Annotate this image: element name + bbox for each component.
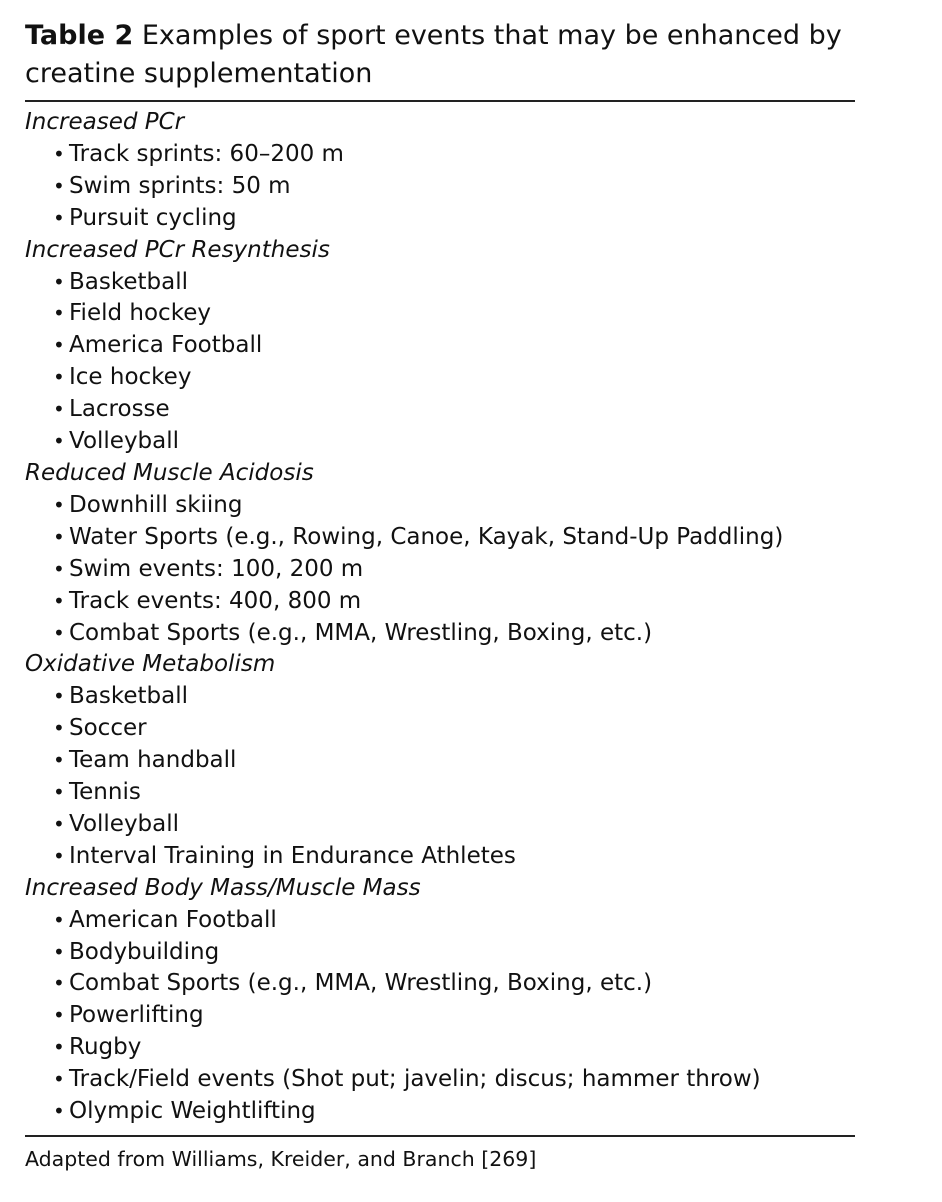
- list-item: [25, 522, 855, 554]
- section-heading: Increased PCr Resynthesis: [25, 236, 330, 263]
- table-label: Table 2: [25, 20, 134, 51]
- bullet-icon: •: [53, 748, 65, 773]
- section-heading: Increased PCr: [25, 109, 185, 135]
- list-item-text: Team handball: [69, 747, 237, 774]
- bullet-icon: •: [53, 843, 65, 868]
- list-item-text: Track events: 400, 800 m: [69, 587, 362, 614]
- section-heading: Reduced Muscle Acidosis: [25, 459, 314, 486]
- bullet-icon: •: [53, 1099, 65, 1124]
- list-item-text: Interval Training in Endurance Athletes: [69, 842, 516, 869]
- list-item: [25, 139, 855, 171]
- list-item-text: Track/Field events (Shot put; javelin; discus; hammer throw): [69, 1066, 761, 1093]
- list-item: [25, 1032, 855, 1064]
- list-item: [25, 586, 855, 618]
- section-heading: Increased Body Mass/Muscle Mass: [25, 874, 421, 901]
- bottom-rule: [25, 1135, 855, 1137]
- bullet-icon: •: [53, 205, 65, 230]
- table-footnote: Adapted from Williams, Kreider, and Branch [269]: [25, 1147, 537, 1171]
- list-item: [25, 426, 855, 458]
- bullet-icon: •: [53, 588, 65, 613]
- bullet-icon: •: [53, 429, 65, 454]
- list-item-text: Soccer: [69, 715, 147, 742]
- list-item: [25, 362, 855, 394]
- list-item-text: Basketball: [69, 683, 188, 710]
- list-item-text: Combat Sports (e.g., MMA, Wrestling, Boxing, etc.): [69, 619, 653, 646]
- list-item-text: Volleyball: [69, 428, 180, 455]
- table-caption: Examples of sport events that may be enhanced by creatine supplementation: [25, 20, 842, 89]
- list-item-text: America Football: [69, 332, 263, 359]
- bullet-icon: •: [53, 333, 65, 358]
- list-item: [25, 1064, 855, 1096]
- list-item-text: Swim events: 100, 200 m: [69, 555, 364, 582]
- list-item-text: American Football: [69, 906, 277, 933]
- list-item-text: Combat Sports (e.g., MMA, Wrestling, Boxing, etc.): [69, 970, 653, 997]
- list-item-text: Water Sports (e.g., Rowing, Canoe, Kayak, Stand-Up Paddling): [69, 523, 784, 550]
- list-item-text: Rugby: [69, 1034, 142, 1061]
- bullet-icon: •: [53, 397, 65, 422]
- list-item: [25, 745, 855, 777]
- bullet-icon: •: [53, 684, 65, 709]
- list-item: [25, 554, 855, 586]
- list-item-text: Olympic Weightlifting: [69, 1098, 316, 1125]
- list-item: [25, 618, 855, 650]
- list-item-text: Field hockey: [69, 300, 211, 327]
- list-item: [25, 267, 855, 299]
- list-item: [25, 298, 855, 330]
- list-item: [25, 394, 855, 426]
- bullet-icon: •: [53, 620, 65, 645]
- list-item: [25, 713, 855, 745]
- list-item: [25, 937, 855, 969]
- bullet-icon: •: [53, 141, 65, 166]
- bullet-icon: •: [53, 301, 65, 326]
- list-item-text: Powerlifting: [69, 1002, 204, 1029]
- bullet-icon: •: [53, 492, 65, 517]
- list-item-text: Downhill skiing: [69, 491, 243, 518]
- list-item: [25, 841, 855, 873]
- list-item: [25, 171, 855, 203]
- bullet-icon: •: [53, 173, 65, 198]
- list-item: [25, 203, 855, 235]
- list-item-text: Swim sprints: 50 m: [69, 172, 291, 199]
- table-title: [25, 17, 855, 93]
- list-item: [25, 905, 855, 937]
- list-item-text: Tennis: [69, 779, 141, 806]
- list-item-text: Volleyball: [69, 810, 180, 837]
- bullet-icon: •: [53, 1003, 65, 1028]
- bullet-icon: •: [53, 1067, 65, 1092]
- list-item-text: Basketball: [69, 268, 188, 295]
- list-item: [25, 681, 855, 713]
- list-item: [25, 1096, 855, 1128]
- bullet-icon: •: [53, 524, 65, 549]
- bullet-icon: •: [53, 907, 65, 932]
- list-item-text: Track sprints: 60–200 m: [69, 140, 344, 167]
- bullet-icon: •: [53, 716, 65, 741]
- section-heading: Oxidative Metabolism: [25, 651, 276, 678]
- bullet-icon: •: [53, 269, 65, 294]
- bullet-icon: •: [53, 1035, 65, 1060]
- list-item-text: Ice hockey: [69, 364, 192, 391]
- bullet-icon: •: [53, 556, 65, 581]
- list-item: [25, 777, 855, 809]
- list-item: [25, 330, 855, 362]
- table-body: [25, 107, 855, 1128]
- bullet-icon: •: [53, 780, 65, 805]
- list-item-text: Bodybuilding: [69, 938, 220, 965]
- list-item: [25, 809, 855, 841]
- list-item: [25, 1000, 855, 1032]
- list-item: [25, 968, 855, 1000]
- bullet-icon: •: [53, 971, 65, 996]
- top-rule: [25, 100, 855, 102]
- bullet-icon: •: [53, 939, 65, 964]
- list-item: [25, 490, 855, 522]
- list-item-text: Pursuit cycling: [69, 204, 237, 231]
- bullet-icon: •: [53, 365, 65, 390]
- bullet-icon: •: [53, 811, 65, 836]
- list-item-text: Lacrosse: [69, 396, 170, 423]
